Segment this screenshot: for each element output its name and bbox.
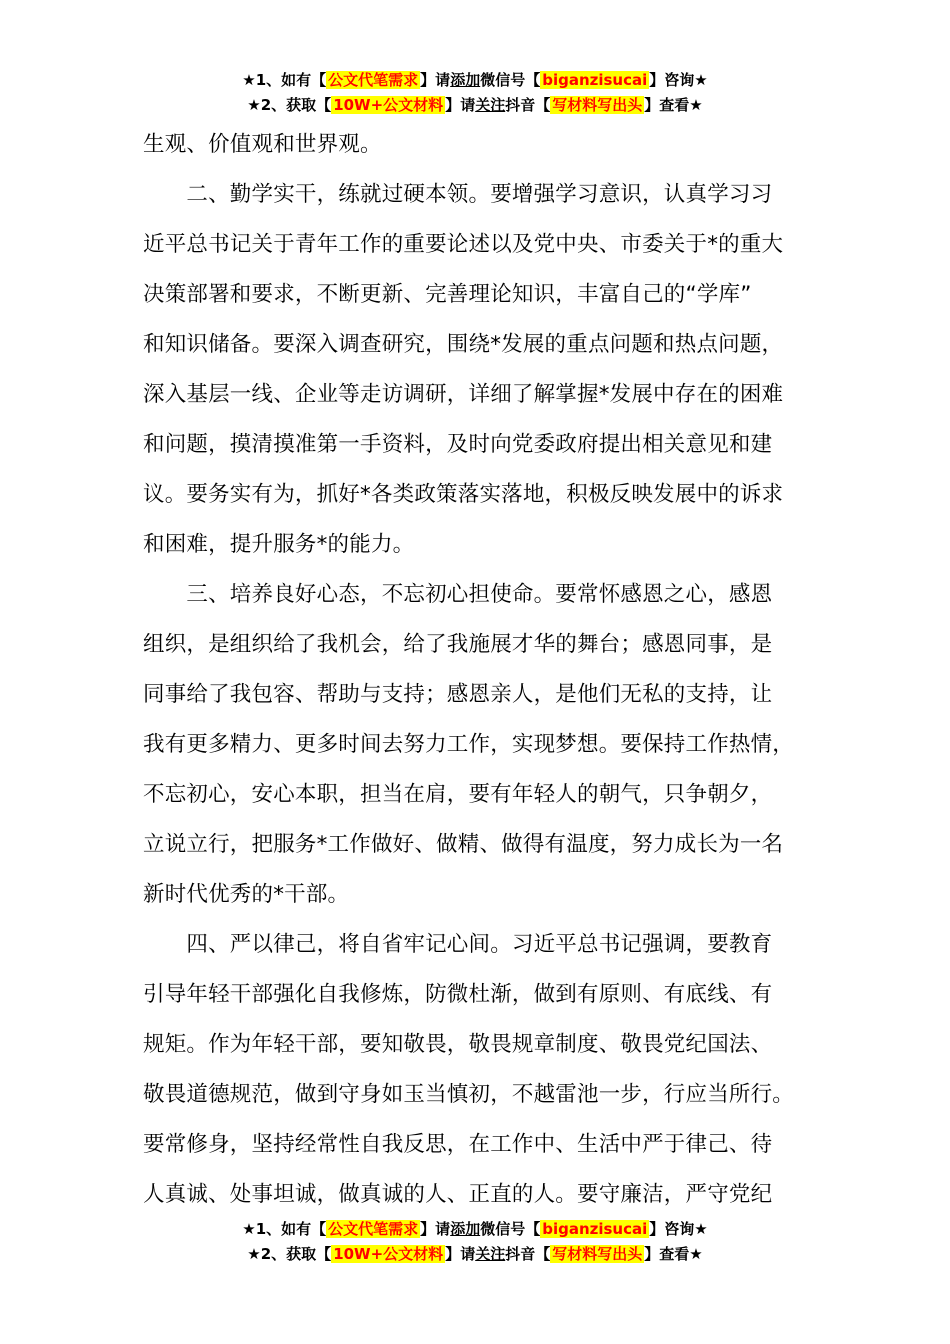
banner-line-1: ★1、如有【 公文代笔需求 】请添加微信号【 biganzisucai 】咨询★ <box>242 71 708 89</box>
body-line: 生观、价值观和世界观。 <box>143 132 382 157</box>
body-line: 和知识储备。要深入调查研究，围绕*发展的重点问题和热点问题， <box>143 332 784 357</box>
highlight-service: 公文代笔需求 <box>328 71 419 89</box>
footer-banner <box>0 1217 950 1267</box>
body-line: 四、严以律己，将自省牢记心间。习近平总书记强调，要教育 <box>143 932 773 957</box>
body-line: 敬畏道德规范，做到守身如玉当慎初，不越雷池一步，行应当所行。 <box>143 1082 795 1107</box>
document-body <box>143 120 825 1220</box>
banner-line-2: ★2、获取【 10W+公文材料 】请关注抖音【 写材料写出头 】查看★ <box>247 1245 703 1263</box>
body-line: 三、培养良好心态，不忘初心担使命。要常怀感恩之心，感恩 <box>143 582 773 607</box>
highlight-materials: 10W+公文材料 <box>333 1245 444 1263</box>
body-line: 不忘初心，安心本职，担当在肩，要有年轻人的朝气，只争朝夕， <box>143 782 773 807</box>
body-line: 决策部署和要求，不断更新、完善理论知识，丰富自己的“学库” <box>143 282 752 307</box>
body-line: 组织，是组织给了我机会，给了我施展才华的舞台；感恩同事，是 <box>143 632 773 657</box>
highlight-douyin: 写材料写出头 <box>552 96 643 114</box>
body-line: 和问题，摸清摸准第一手资料，及时向党委政府提出相关意见和建 <box>143 432 773 457</box>
body-line: 议。要务实有为，抓好*各类政策落实落地，积极反映发展中的诉求 <box>143 482 784 507</box>
body-line: 新时代优秀的*干部。 <box>143 882 350 907</box>
highlight-service: 公文代笔需求 <box>328 1220 419 1238</box>
body-line: 和困难，提升服务*的能力。 <box>143 532 415 557</box>
body-line: 立说立行，把服务*工作做好、做精、做得有温度，努力成长为一名 <box>143 832 784 857</box>
body-line: 近平总书记关于青年工作的重要论述以及党中央、市委关于*的重大 <box>143 232 784 257</box>
body-line: 我有更多精力、更多时间去努力工作，实现梦想。要保持工作热情， <box>143 732 795 757</box>
body-line: 深入基层一线、企业等走访调研，详细了解掌握*发展中存在的困难 <box>143 382 784 407</box>
body-line: 规矩。作为年轻干部，要知敬畏，敬畏规章制度、敬畏党纪国法、 <box>143 1032 773 1057</box>
body-line: 要常修身，坚持经常性自我反思，在工作中、生活中严于律己、待 <box>143 1132 773 1157</box>
highlight-douyin: 写材料写出头 <box>552 1245 643 1263</box>
banner-line-1: ★1、如有【 公文代笔需求 】请添加微信号【 biganzisucai 】咨询★ <box>242 1220 708 1238</box>
highlight-wechat-id: biganzisucai <box>542 1220 648 1238</box>
highlight-wechat-id: biganzisucai <box>542 71 648 89</box>
body-line: 引导年轻干部强化自我修炼，防微杜渐，做到有原则、有底线、有 <box>143 982 773 1007</box>
header-banner <box>0 68 950 118</box>
banner-line-2: ★2、获取【 10W+公文材料 】请关注抖音【 写材料写出头 】查看★ <box>247 96 703 114</box>
highlight-materials: 10W+公文材料 <box>333 96 444 114</box>
body-line: 同事给了我包容、帮助与支持；感恩亲人，是他们无私的支持，让 <box>143 682 773 707</box>
body-line: 二、勤学实干，练就过硬本领。要增强学习意识，认真学习习 <box>143 182 773 207</box>
body-line: 人真诚、处事坦诚，做真诚的人、正直的人。要守廉洁，严守党纪 <box>143 1182 773 1207</box>
